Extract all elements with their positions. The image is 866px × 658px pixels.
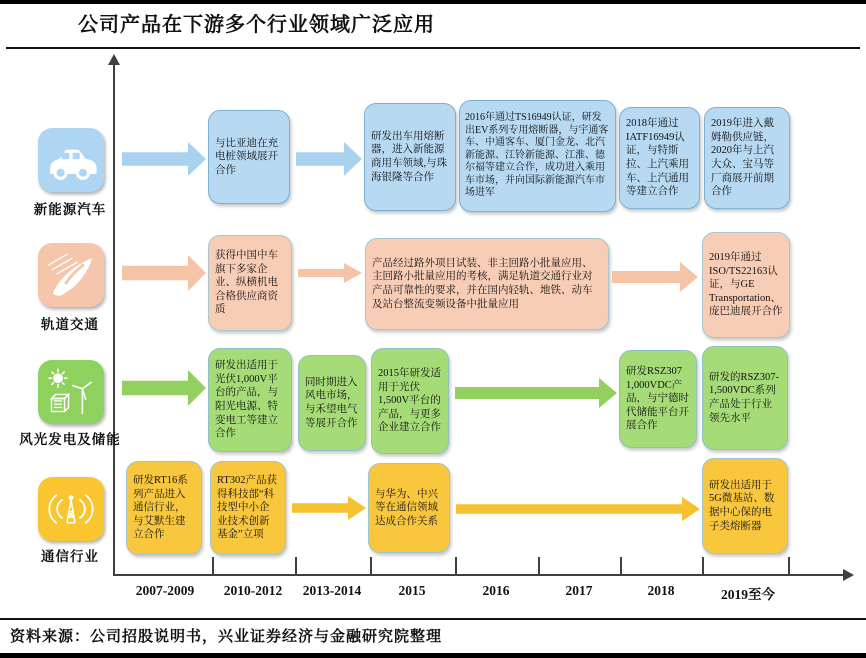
flow-box: RT302产品获得科技部“科技型中小企业技术创新基金”立项 bbox=[210, 461, 286, 555]
flow-arrow bbox=[296, 142, 362, 176]
car-icon bbox=[45, 136, 97, 184]
timeline-label: 2015 bbox=[398, 583, 426, 598]
y-axis-arrowhead bbox=[108, 54, 120, 65]
flow-box: 2018年通过IATF16949认证，与特斯拉、上汽乘用车、上汽通用等建立合作 bbox=[619, 107, 700, 209]
row-label-communications: 通信行业 bbox=[41, 549, 99, 564]
flow-box: 研发出车用熔断器，进入新能源商用车领域,与珠海银隆等合作 bbox=[364, 103, 456, 211]
flow-arrow bbox=[612, 262, 698, 292]
timeline-label: 2019至今 bbox=[721, 587, 775, 602]
flow-arrow bbox=[122, 370, 206, 406]
flow-arrow bbox=[122, 255, 206, 291]
train-icon bbox=[45, 250, 97, 300]
rail-transit-tile bbox=[38, 243, 104, 307]
flow-box: 产品经过路外项目试装、非主回路小批量应用、主回路小批量应用的考核，满足轨道交通行业对产品可靠性的要求，并在国内轻轨、地铁、动车及站台整流变频设备中批量应用 bbox=[365, 238, 609, 330]
top-rule bbox=[0, 0, 866, 4]
flow-box: 2016年通过TS16949认证，研发出EV系列专用熔断器，与宇通客车、中通客车、厦门金龙、北汽新能源、江铃新能源、江淮、德尔福等建立合作，成功进入乘用车市场，并向国际新能源汽车市场进军 bbox=[459, 100, 616, 212]
flow-box: 研发的RSZ307-1,500VDC系列产品处于行业领先水平 bbox=[702, 346, 788, 450]
figure-title: 公司产品在下游多个行业领域广泛应用 bbox=[78, 14, 435, 36]
flow-box: 2019年通过ISO/TS22163认证，与GE Transportation、庞巴迪展开合作 bbox=[702, 232, 790, 338]
flow-box: 与比亚迪在充电桩领域展开合作 bbox=[208, 110, 290, 204]
flow-arrow bbox=[122, 142, 206, 176]
timeline-label: 2018 bbox=[647, 583, 675, 598]
footer-rule bbox=[0, 618, 866, 620]
communications-tile bbox=[38, 477, 104, 541]
flow-arrow bbox=[298, 263, 362, 283]
timeline-label: 2016 bbox=[482, 583, 510, 598]
title-rule bbox=[6, 47, 860, 49]
flow-arrow bbox=[292, 496, 366, 520]
row-label-new-energy-vehicles: 新能源汽车 bbox=[33, 202, 107, 217]
wind-solar-icon bbox=[45, 367, 97, 417]
timeline-label: 2013-2014 bbox=[302, 583, 362, 598]
flow-arrow bbox=[456, 497, 700, 521]
flow-box: 研发RT16系列产品进入通信行业，与艾默生建立合作 bbox=[126, 461, 202, 555]
flow-arrow bbox=[455, 378, 617, 408]
flow-box: 研发出适用于5G微基站、数据中心保的电子类熔断器 bbox=[702, 458, 788, 554]
flow-box: 与华为、中兴等在通信领域达成合作关系 bbox=[368, 463, 450, 553]
timeline-label: 2010-2012 bbox=[223, 583, 283, 598]
row-label-wind-solar-storage: 风光发电及储能 bbox=[19, 432, 121, 447]
bottom-rule bbox=[0, 653, 866, 658]
x-axis-arrowhead bbox=[843, 569, 854, 581]
timeline-label: 2017 bbox=[565, 583, 593, 598]
x-axis-line bbox=[113, 574, 845, 576]
row-label-rail-transit: 轨道交通 bbox=[41, 317, 99, 332]
flow-box: 获得中国中车旗下多家企业、纵横机电合格供应商资质 bbox=[208, 235, 292, 331]
flow-box: 研发RSZ307 1,000VDC产品，与宁德时代储能平台开展合作 bbox=[619, 350, 697, 448]
flow-box: 2015年研发适用于光伏1,500V平台的产品，与更多企业建立合作 bbox=[371, 348, 449, 454]
flow-box: 研发出适用于光伏1,000V平台的产品，与阳光电源、特变电工等建立合作 bbox=[208, 348, 292, 452]
flow-box: 2019年进入戴姆勒供应链，2020年与上汽大众、宝马等厂商展开前期合作 bbox=[704, 107, 790, 209]
timeline-label: 2007-2009 bbox=[135, 583, 195, 598]
antenna-icon bbox=[45, 484, 97, 534]
source-note: 资料来源：公司招股说明书，兴业证券经济与金融研究院整理 bbox=[10, 629, 443, 645]
flow-box: 同时期进入风电市场，与禾望电气等展开合作 bbox=[298, 355, 366, 451]
new-energy-vehicle-tile bbox=[38, 128, 104, 192]
wind-solar-tile bbox=[38, 360, 104, 424]
